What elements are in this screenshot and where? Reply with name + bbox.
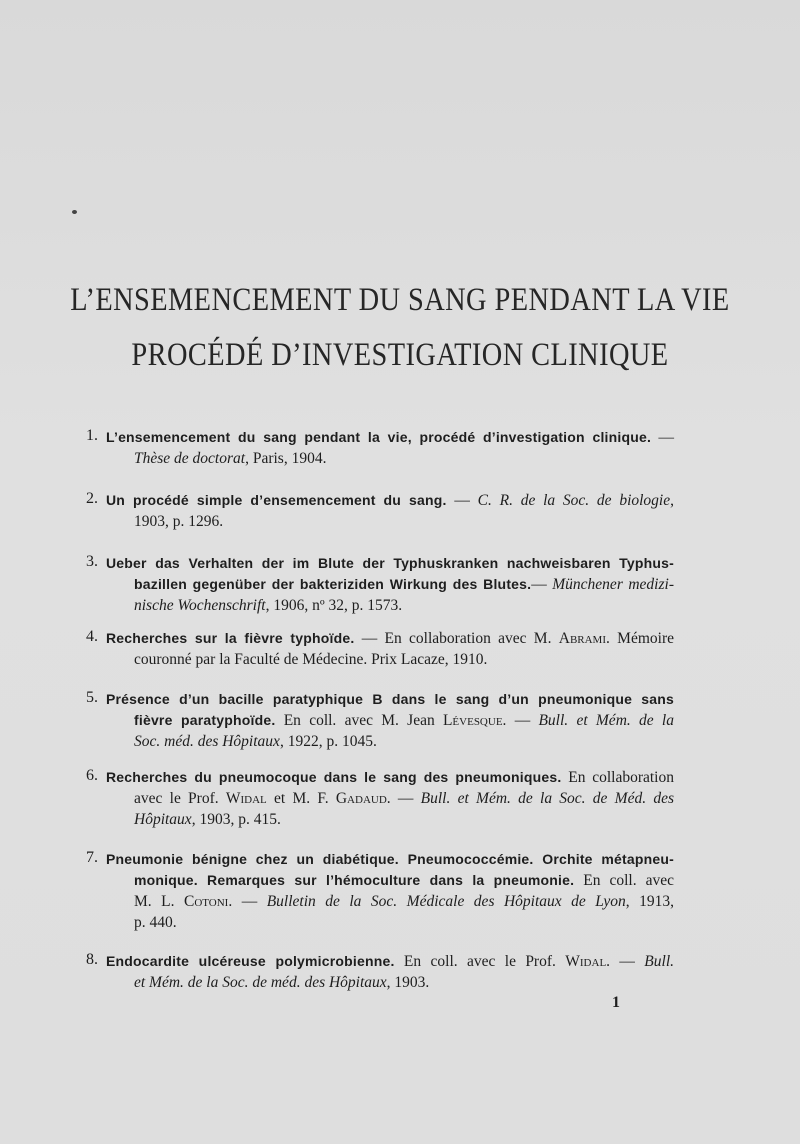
entry-title: Un procédé simple d’ensemencement du sang. xyxy=(106,492,447,508)
publication: C. R. de la Soc. de biologie xyxy=(477,492,671,509)
entry-number: 1. xyxy=(86,427,98,444)
publication: Bulletin de la Soc. Médicale des Hôpitaux de Lyon xyxy=(266,893,626,910)
page-number: 1 xyxy=(612,994,620,1011)
author-name: Cotoni xyxy=(183,893,229,910)
entry-title: L’ensemencement du sang pendant la vie, procédé d’investigation clinique. xyxy=(106,429,652,445)
entry-number: 5. xyxy=(86,689,98,706)
publication: Bull. et Mém. de la xyxy=(538,712,674,729)
document-page: L’ENSEMENCEMENT DU SANG PENDANT LA VIE PROCÉDÉ D’INVESTIGATION CLINIQUE 1. L’ensemencement du sang pendant la vie, procédé d’investigation clinique. — Thèse de doctorat, Paris, 1904. 2. Un procédé simple d’ensemencement du sang. — C. R. de la Soc. de biologie, 1903, p. 1296. 3. Ueber das Verhalten der im Blute der Typhuskranken nachweisbaren Typhus- bazillen gegenüber der bakteriziden Wirkung des Blutes.— Münchener medizi- nische Wochenschrift, 1906, nº 32, p. 1573. 4. Recherches sur la fièvre typhoïde. — En collaboration avec M. Abrami. Mémoire couronné par la Faculté de Médecine. Prix Lacaze, 1910. 5. Présence d’un bacille paratyphique B dans le sang d’un pneumonique sans fièvre paratyphoïde. En coll. avec M. Jean Lévesque. — Bull. et Mém. de la Soc. méd. des Hôpitaux, 1922, p. 1045. 6. Recherches du pneumocoque dans le sang des pneumoniques. En collaboration avec le Prof. Widal et M. F. Gadaud. — Bull. et Mém. de la Soc. de Méd. des Hôpitaux, 1903, p. 415. 7. Pneumonie bénigne chez un diabétique. Pneumococcémie. Orchite métapneu- monique. Remarques sur l’hémoculture dans la pneumonie. En coll. avec M. L. Cotoni. — Bulletin de la Soc. Médicale des Hôpitaux de Lyon, 1913, p. 440. 8. Endocardite ulcéreuse polymicrobienne. En coll. avec le Prof. Widal. — Bull. et Mém. de la Soc. de méd. des Hôpitaux, 1903. 1 xyxy=(0,0,800,1144)
author-name: Gadaud xyxy=(335,790,387,807)
entry-title: Présence d’un bacille paratyphique B dans le sang d’un pneumonique sans xyxy=(106,691,674,707)
ink-speck xyxy=(72,210,77,214)
title-line-1: L’ENSEMENCEMENT DU SANG PENDANT LA VIE xyxy=(70,282,730,318)
author-name: Widal xyxy=(225,790,267,807)
entry-number: 3. xyxy=(86,553,98,570)
entry-number: 4. xyxy=(86,628,98,645)
entry-number: 6. xyxy=(86,767,98,784)
entry-title: Ueber das Verhalten der im Blute der Typhuskranken nachweisbaren Typhus- xyxy=(106,555,674,571)
publication: Thèse de doctorat xyxy=(134,450,246,467)
entry-number: 7. xyxy=(86,849,98,866)
entry-title: Pneumonie bénigne chez un diabétique. Pneumococcémie. Orchite métapneu- xyxy=(106,851,674,867)
publication: Bull. et Mém. de la Soc. de Méd. des xyxy=(420,790,674,807)
author-name: Widal xyxy=(565,953,607,970)
publication: Bull. xyxy=(644,953,675,970)
title-line-2: PROCÉDÉ D’INVESTIGATION CLINIQUE xyxy=(131,337,669,373)
entry-title: Endocardite ulcéreuse polymicrobienne. xyxy=(106,953,395,969)
author-name: Lévesque xyxy=(442,712,503,729)
publication: Münchener medizi- xyxy=(552,576,674,593)
entry-title: Recherches sur la fièvre typhoïde. xyxy=(106,630,355,646)
entry-title: Recherches du pneumocoque dans le sang des pneumoniques. xyxy=(106,769,562,785)
entry-number: 8. xyxy=(86,951,98,968)
entry-number: 2. xyxy=(86,490,98,507)
author-name: Abrami xyxy=(558,630,607,647)
